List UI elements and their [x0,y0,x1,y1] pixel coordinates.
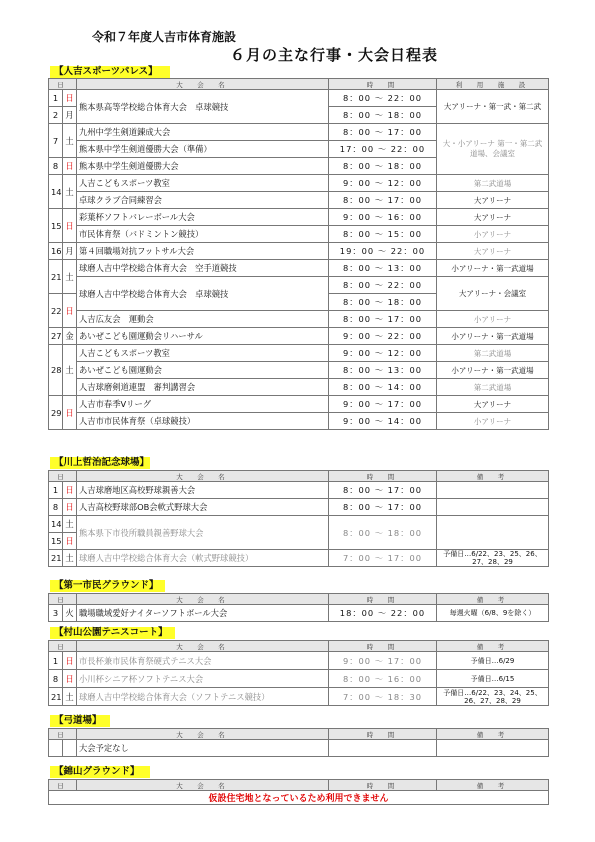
daiichi-rows [49,605,549,622]
header-event: 大 会 名 [77,79,329,90]
event-name: 人吉市春季Vリーグ [77,396,329,413]
event-time: 8：00 ～ 18：00 [329,294,437,311]
table-header [49,641,549,652]
table-row [49,226,549,243]
day-number: 8 [49,670,63,688]
event-note [437,482,549,499]
event-note: 予備日…6/29 [437,652,549,670]
section-murayama: 【村山公園テニスコート】 [50,627,175,639]
header-time: 時 間 [329,594,437,605]
header-day: 日 [49,79,77,90]
event-name: 第４回職場対抗フットサル大会 [77,243,329,260]
day-number: 14 [49,516,63,533]
weekday: 金 [63,328,77,345]
facility: 小アリーナ [437,226,549,243]
event-time: 9：00 ～ 12：00 [329,175,437,192]
event-time: 8：00 ～ 17：00 [329,499,437,516]
day-number: 27 [49,328,63,345]
event-time: 8：00 ～ 22：00 [329,277,437,294]
table-row [49,124,549,141]
event-time: 8：00 ～ 13：00 [329,260,437,277]
table-row [49,209,549,226]
header-note: 備 考 [437,471,549,482]
event-time: 8：00 ～ 14：00 [329,379,437,396]
day-number: 15 [49,533,63,550]
table-row [49,328,549,345]
weekday: 火 [63,605,77,622]
table-row [49,90,549,107]
event-name: 卓球クラブ合同練習会 [77,192,329,209]
event-name: 人吉こどもスポーツ教室 [77,345,329,362]
weekday: 土 [63,175,77,209]
table-row [49,516,549,533]
kawakami-rows [49,482,549,567]
weekday: 月 [63,243,77,260]
event-time: 9：00 ～ 22：00 [329,328,437,345]
weekday: 土 [63,550,77,567]
event-name: 大会予定なし [77,740,329,757]
table-row [49,379,549,396]
header-time: 時 間 [329,79,437,90]
event-time: 8：00 ～ 17：00 [329,311,437,328]
table-row [49,260,549,277]
table-row [49,652,549,670]
table-row [49,345,549,362]
event-note [437,499,549,516]
facility: 第二武道場 [437,175,549,192]
event-note: 毎週火曜（6/8、9を除く） [437,605,549,622]
event-time: 9：00 ～ 16：00 [329,209,437,226]
facility: 大アリーナ・会議室 [437,277,549,311]
day-number: 1 [49,652,63,670]
event-name: 職場職域愛好ナイターソフトボール大会 [77,605,329,622]
event-name: 人吉球磨剣道連盟 審判講習会 [77,379,329,396]
header-note: 備 考 [437,641,549,652]
table-row [49,550,549,567]
facility: 小アリーナ・第一武道場 [437,260,549,277]
event-name: 人吉球磨地区高校野球親善大会 [77,482,329,499]
day-number: 21 [49,260,63,294]
event-name: 市長杯兼市民体育祭硬式テニス大会 [77,652,329,670]
event-time: 8：00 ～ 18：00 [329,107,437,124]
header-event: 大 会 名 [77,780,329,791]
header-day: 日 [49,780,77,791]
event-note [437,516,549,550]
event-name: 人吉こどもスポーツ教室 [77,175,329,192]
weekday: 土 [63,260,77,294]
weekday: 日 [63,90,77,107]
facility: 小アリーナ・第一武道場 [437,328,549,345]
facility: 小アリーナ・第一武道場 [437,362,549,379]
header-time: 時 間 [329,471,437,482]
header-day: 日 [49,729,77,740]
event-note: 予備日…6/22、23、25、26、27、28、29 [437,550,549,567]
day-number: 16 [49,243,63,260]
table-row [49,192,549,209]
event-note: 予備日…6/22、23、24、25、26、27、28、29 [437,688,549,706]
event-name: 球磨人吉中学校総合体育大会（軟式野球競技） [77,550,329,567]
event-time: 9：00 ～ 17：00 [329,396,437,413]
weekday: 土 [63,516,77,533]
event-time: 8：00 ～ 16：00 [329,670,437,688]
event-name: 熊本県下市役所職員親善野球大会 [77,516,329,550]
weekday: 土 [63,345,77,396]
murayama-table [48,640,549,706]
facility: 大アリーナ [437,243,549,260]
header-time: 時 間 [329,780,437,791]
event-time [329,740,437,757]
event-time: 8：00 ～ 22：00 [329,90,437,107]
event-time: 7：00 ～ 18：30 [329,688,437,706]
day-number: 7 [49,124,63,158]
table-header [49,471,549,482]
event-name: 熊本県中学生剣道優勝大会（準備） [77,141,329,158]
day-number: 29 [49,396,63,430]
header-note: 備 考 [437,729,549,740]
weekday: 日 [63,670,77,688]
day-number: 21 [49,550,63,567]
weekday: 日 [63,482,77,499]
weekday: 日 [63,396,77,430]
event-name: 人吉広友会 運動会 [77,311,329,328]
event-time: 8：00 ～ 18：00 [329,516,437,550]
facility: 大アリーナ [437,209,549,226]
header-note: 備 考 [437,780,549,791]
day-number: 21 [49,688,63,706]
table-row [49,688,549,706]
day-number: 15 [49,209,63,243]
weekday: 日 [63,533,77,550]
event-name: 小川杯シニア杯ソフトテニス大会 [77,670,329,688]
day-number: 8 [49,158,63,175]
header-event: 大 会 名 [77,471,329,482]
header-facility: 利 用 施 設 [437,79,549,90]
event-name: 熊本県高等学校総合体育大会 卓球競技 [77,90,329,124]
facility: 大アリーナ [437,396,549,413]
daiichi-table [48,593,549,622]
event-time: 9：00 ～ 17：00 [329,652,437,670]
weekday: 土 [63,124,77,158]
day-number: 2 [49,107,63,124]
event-time: 8：00 ～ 18：00 [329,158,437,175]
weekday: 土 [63,688,77,706]
day-number [49,740,63,757]
event-time: 9：00 ～ 12：00 [329,345,437,362]
table-header [49,780,549,791]
day-number: 28 [49,345,63,396]
section-kawakami: 【川上哲治記念球場】 [50,457,150,469]
event-name: あいぜこども園運動会リハーサル [77,328,329,345]
event-note [437,740,549,757]
table-header [49,729,549,740]
event-name: 人吉市市民体育祭（卓球競技） [77,413,329,430]
nishiki-table [48,779,549,805]
event-time: 8：00 ～ 13：00 [329,362,437,379]
kawakami-table [48,470,549,567]
event-time: 8：00 ～ 15：00 [329,226,437,243]
header-time: 時 間 [329,729,437,740]
table-header [49,594,549,605]
facility: 第二武道場 [437,379,549,396]
header-event: 大 会 名 [77,594,329,605]
day-number: 8 [49,499,63,516]
table-header [49,79,549,90]
section-nishiki: 【錦山グラウンド】 [50,766,150,778]
weekday: 日 [63,499,77,516]
event-name: 市民体育祭（バドミントン競技） [77,226,329,243]
event-name: 九州中学生剣道錬成大会 [77,124,329,141]
header-day: 日 [49,594,77,605]
palace-rows [49,90,549,430]
table-row [49,396,549,413]
header-day: 日 [49,641,77,652]
table-row [49,740,549,757]
table-row [49,413,549,430]
facility: 大アリーナ・第一武・第二武 [437,90,549,124]
event-name: 球磨人吉中学校総合体育大会 空手道競技 [77,260,329,277]
weekday: 日 [63,294,77,328]
table-row [49,311,549,328]
table-row [49,243,549,260]
event-time: 9：00 ～ 14：00 [329,413,437,430]
facility: 小アリーナ [437,413,549,430]
facility: 大・小アリーナ 第一・第二武道場、会議室 [437,124,549,175]
event-time: 19：00 ～ 22：00 [329,243,437,260]
event-time: 7：00 ～ 17：00 [329,550,437,567]
kyudo-table [48,728,549,757]
event-name: 球磨人吉中学校総合体育大会 卓球競技 [77,277,329,311]
header-time: 時 間 [329,641,437,652]
table-row [49,362,549,379]
weekday: 日 [63,158,77,175]
header-event: 大 会 名 [77,729,329,740]
event-time: 8：00 ～ 17：00 [329,482,437,499]
table-row [49,605,549,622]
header-day: 日 [49,471,77,482]
day-number: 22 [49,294,63,328]
weekday: 日 [63,652,77,670]
section-daiichi: 【第一市民グラウンド】 [50,580,165,592]
weekday: 日 [63,209,77,243]
title-line-2: ６月の主な行事・大会日程表 [230,46,439,64]
weekday [63,740,77,757]
weekday: 月 [63,107,77,124]
palace-table [48,78,549,430]
event-name: 人吉高校野球部OB会軟式野球大会 [77,499,329,516]
event-name: あいぜこども園運動会 [77,362,329,379]
day-number: 14 [49,175,63,209]
event-note: 予備日…6/15 [437,670,549,688]
table-row [49,482,549,499]
day-number: 1 [49,90,63,107]
title-line-1: 令和７年度人吉市体育施設 [92,30,237,44]
murayama-rows [49,652,549,706]
event-name: 彩葉杯ソフトバレーボール大会 [77,209,329,226]
event-name: 球磨人吉中学校総合体育大会（ソフトテニス競技） [77,688,329,706]
header-event: 大 会 名 [77,641,329,652]
header-note: 備 考 [437,594,549,605]
section-sports-palace: 【人吉スポーツパレス】 [50,66,170,78]
day-number: 1 [49,482,63,499]
section-kyudo: 【弓道場】 [50,715,110,727]
table-row [49,791,549,805]
event-time: 18：00 ～ 22：00 [329,605,437,622]
table-row [49,175,549,192]
event-time: 8：00 ～ 17：00 [329,124,437,141]
day-number: 3 [49,605,63,622]
facility: 第二武道場 [437,345,549,362]
kyudo-rows [49,740,549,757]
event-name: 熊本県中学生剣道優勝大会 [77,158,329,175]
facility: 大アリーナ [437,192,549,209]
event-time: 8：00 ～ 17：00 [329,192,437,209]
table-row [49,499,549,516]
table-row [49,670,549,688]
event-time: 17：00 ～ 22：00 [329,141,437,158]
closed-message: 仮設住宅地となっているため利用できません [49,791,549,805]
facility: 小アリーナ [437,311,549,328]
table-row [49,277,549,294]
